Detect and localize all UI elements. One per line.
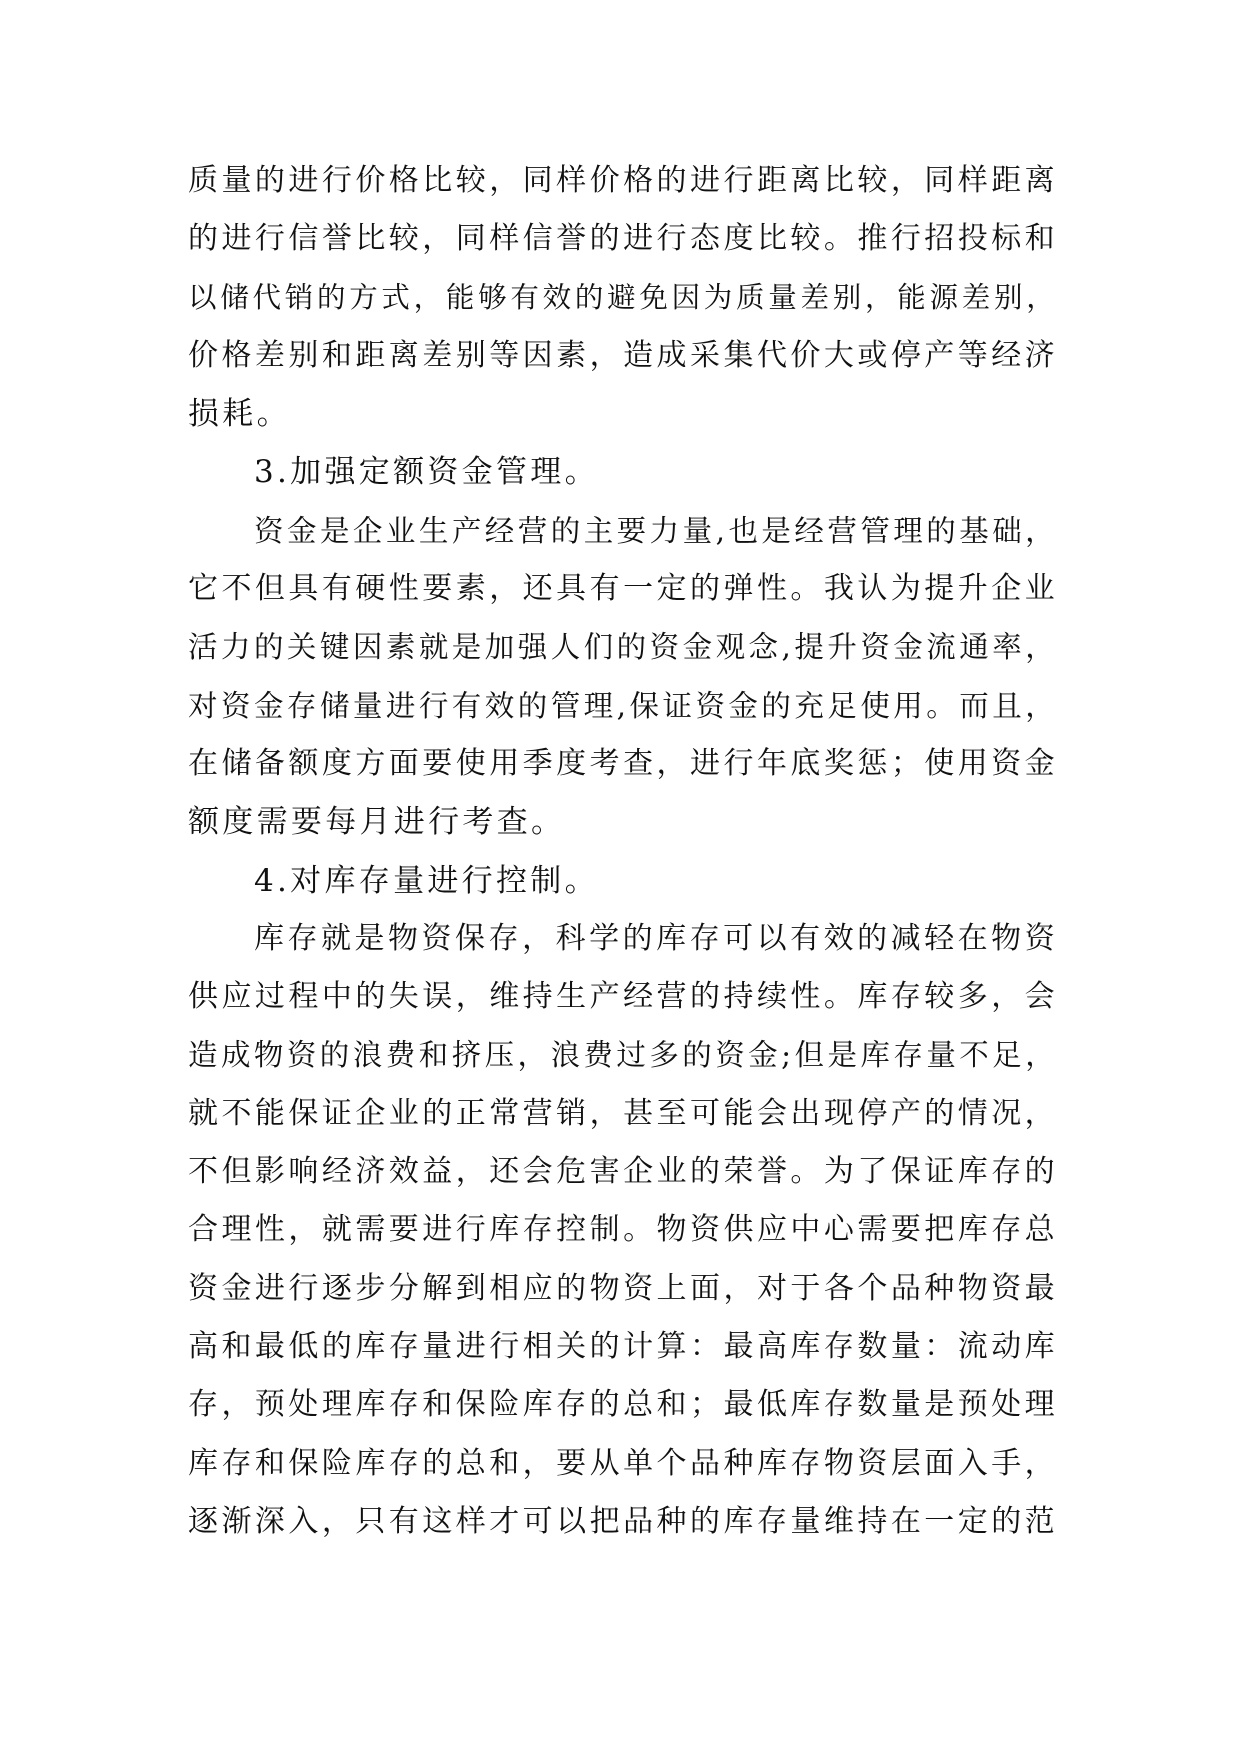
text-line: 合理性，就需要进行库存控制。物资供应中心需要把库存总 bbox=[188, 1212, 1058, 1248]
text-line: 不但影响经济效益，还会危害企业的荣誉。为了保证库存的 bbox=[188, 1154, 1058, 1190]
text-line: 活力的关键因素就是加强人们的资金观念,提升资金流通率， bbox=[188, 630, 1058, 665]
text-line: 逐渐深入，只有这样才可以把品种的库存量维持在一定的范 bbox=[188, 1503, 1058, 1539]
text-line: 以储代销的方式，能够有效的避免因为质量差别，能源差别， bbox=[188, 280, 1058, 314]
text-line: 造成物资的浪费和挤压，浪费过多的资金;但是库存量不足， bbox=[188, 1038, 1058, 1073]
text-line: 额度需要每月进行考查。 bbox=[188, 804, 566, 841]
text-line: 供应过程中的失误，维持生产经营的持续性。库存较多，会 bbox=[188, 979, 1058, 1015]
text-line: 损耗。 bbox=[188, 396, 291, 433]
text-line: 库存就是物资保存，科学的库存可以有效的减轻在物资 bbox=[254, 920, 1058, 956]
text-line: 它不但具有硬性要素，还具有一定的弹性。我认为提升企业 bbox=[188, 571, 1058, 607]
text-line: 库存和保险库存的总和，要从单个品种库存物资层面入手， bbox=[188, 1445, 1058, 1481]
text-line: 高和最低的库存量进行相关的计算：最高库存数量：流动库 bbox=[188, 1328, 1058, 1364]
text-line: 资金是企业生产经营的主要力量,也是经营管理的基础， bbox=[254, 513, 1058, 548]
text-line: 就不能保证企业的正常营销，甚至可能会出现停产的情况， bbox=[188, 1095, 1058, 1131]
text-line: 的进行信誉比较，同样信誉的进行态度比较。推行招投标和 bbox=[188, 221, 1058, 257]
text-line: 质量的进行价格比较，同样价格的进行距离比较，同样距离 bbox=[188, 163, 1058, 198]
text-line: 价格差别和距离差别等因素，造成采集代价大或停产等经济 bbox=[188, 337, 1058, 373]
text-line: 3.加强定额资金管理。 bbox=[254, 454, 599, 491]
text-line: 对资金存储量进行有效的管理,保证资金的充足使用。而且， bbox=[188, 688, 1058, 723]
body-text bbox=[188, 152, 1058, 1551]
text-line: 4.对库存量进行控制。 bbox=[254, 862, 599, 899]
text-line: 存，预处理库存和保险库存的总和；最低库存数量是预处理 bbox=[188, 1387, 1058, 1423]
text-line: 资金进行逐步分解到相应的物资上面，对于各个品种物资最 bbox=[188, 1270, 1058, 1306]
text-line: 在储备额度方面要使用季度考查，进行年底奖惩；使用资金 bbox=[188, 745, 1058, 781]
